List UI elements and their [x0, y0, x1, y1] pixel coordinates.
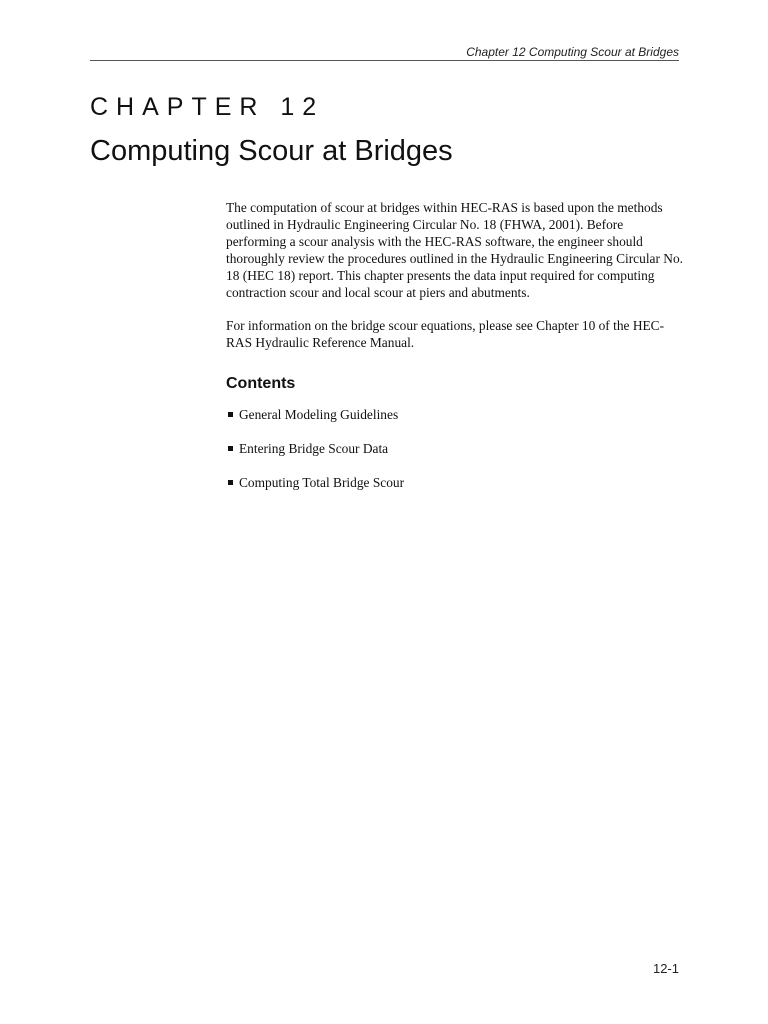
page-number: 12-1: [652, 961, 679, 976]
contents-heading: Contents: [226, 375, 296, 392]
contents-item: [226, 440, 684, 457]
chapter-title: Computing Scour at Bridges: [90, 135, 453, 167]
contents-item-label: General Modeling Guidelines: [239, 407, 399, 422]
contents-item-label: Computing Total Bridge Scour: [239, 475, 405, 490]
header-rule: [90, 60, 679, 61]
contents-list: [226, 406, 684, 491]
bullet-icon: [228, 412, 233, 417]
bullet-icon: [228, 480, 233, 485]
chapter-label: CHAPTER 12: [90, 93, 325, 121]
reference-paragraph: For information on the bridge scour equations, please see Chapter 10 of the HEC-RAS Hydraulic Reference Manual.: [226, 318, 665, 350]
running-header: Chapter 12 Computing Scour at Bridges: [466, 45, 679, 59]
body-column: [226, 199, 684, 508]
bullet-icon: [228, 446, 233, 451]
contents-item: [226, 406, 684, 423]
contents-item: [226, 474, 684, 491]
intro-paragraph: The computation of scour at bridges within HEC-RAS is based upon the methods outlined in Hydraulic Engineering Circular No. 18 (FHWA, 2001). Before performing a scour analysis with the HEC-RAS software, the engineer should thoroughly review the procedures outlined in the Hydraulic Engineering Circular No. 18 (HEC 18) report. This chapter presents the data input required for computing contraction scour and local scour at piers and abutments.: [226, 200, 684, 300]
contents-item-label: Entering Bridge Scour Data: [239, 441, 389, 456]
